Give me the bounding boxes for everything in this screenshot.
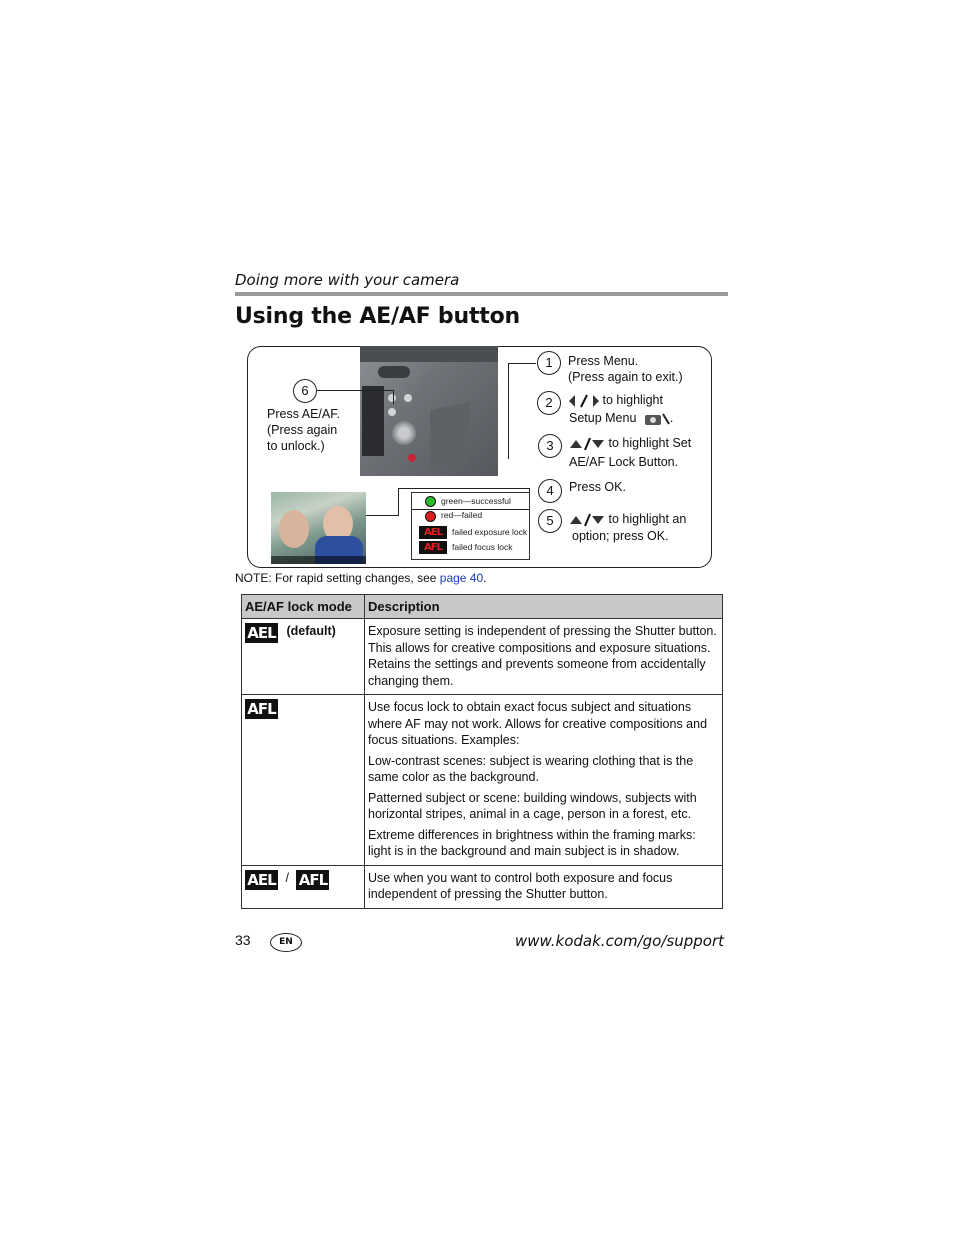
step-line: option; press OK. <box>572 529 669 543</box>
legend-label: failed focus lock <box>452 542 513 552</box>
table-row <box>242 865 723 908</box>
up-down-arrow-icon <box>569 437 605 451</box>
afl-icon: AFL <box>296 870 329 890</box>
step-line: Press OK. <box>569 480 626 494</box>
callout-line <box>508 363 509 459</box>
step-line: to highlight <box>602 393 663 407</box>
step-text <box>569 392 673 426</box>
step-line: to unlock.) <box>267 439 325 453</box>
step-line: (Press again <box>267 423 338 437</box>
description-text: Low-contrast scenes: subject is wearing clothing that is the same color as the background. <box>368 753 694 784</box>
step-number: 6 <box>293 379 317 403</box>
page-title: Using the AE/AF button <box>235 304 520 329</box>
step-number: 4 <box>538 479 562 503</box>
separator: / <box>285 870 289 885</box>
ael-icon: AEL <box>245 870 278 890</box>
step-text <box>569 479 626 495</box>
mode-cell <box>242 619 365 695</box>
up-down-arrow-icon <box>569 513 605 527</box>
note-text: . <box>483 571 487 585</box>
description-text: Exposure setting is independent of pressing the Shutter button. This allows for creative compositions and exposure situations. Retains the settings and prevents someone from accidentally changing them. <box>368 624 717 688</box>
step-line: to highlight an <box>608 512 687 526</box>
period: . <box>669 411 674 425</box>
camera-top <box>360 346 498 362</box>
step-line: (Press again to exit.) <box>568 370 683 384</box>
left-right-arrow-icon <box>569 394 599 408</box>
mode-cell <box>242 865 365 908</box>
running-head: Doing more with your camera <box>235 271 460 289</box>
step-number: 3 <box>538 434 562 458</box>
support-url: www.kodak.com/go/support <box>514 932 724 950</box>
green-status-dot <box>425 496 436 507</box>
page-number: 33 <box>235 932 251 948</box>
note-text: NOTE: For rapid setting changes, see <box>235 571 440 585</box>
description-text: Use when you want to control both exposure and focus independent of pressing the Shutter button. <box>368 870 673 901</box>
mode-dial <box>378 366 410 378</box>
photo-status-bar <box>271 556 366 564</box>
callout-line <box>398 488 530 489</box>
legend-label: failed exposure lock <box>452 527 528 537</box>
column-header: AE/AF lock mode <box>242 595 365 619</box>
setup-menu-icon <box>644 412 670 426</box>
step-text <box>569 511 686 544</box>
language-badge: EN <box>270 933 302 952</box>
description-cell <box>365 865 723 908</box>
step-number: 5 <box>538 509 562 533</box>
joystick <box>392 421 416 445</box>
step-text <box>267 406 340 454</box>
legend-label: green—successful <box>441 496 511 506</box>
afl-failed-icon: AFL <box>419 541 447 554</box>
callout-line <box>398 488 399 516</box>
description-text: Patterned subject or scene: building windows, subjects with horizontal stripes, animal in a cage, person in a forest, etc. <box>368 790 697 821</box>
step-text <box>569 435 691 470</box>
table-row <box>242 619 723 695</box>
ae-af-button <box>388 394 396 402</box>
step-text <box>568 353 683 385</box>
camera-button <box>408 454 416 462</box>
afl-icon: AFL <box>245 699 278 719</box>
camera-button <box>388 408 396 416</box>
description-text: Extreme differences in brightness within the framing marks: light is in the background and main subject is in shadow. <box>368 827 696 858</box>
ael-failed-icon: AEL <box>419 526 447 539</box>
step-line: AE/AF Lock Button. <box>569 455 679 469</box>
step-number: 2 <box>537 391 561 415</box>
camera-side-panel <box>430 402 470 471</box>
legend-label: red—failed <box>441 510 483 520</box>
description-cell <box>365 695 723 866</box>
table-row <box>242 695 723 866</box>
page-40-link[interactable]: page 40 <box>439 571 484 585</box>
lcd-preview-photo <box>271 492 366 564</box>
red-status-dot <box>425 511 436 522</box>
camera-lcd <box>362 386 384 456</box>
step-line: to highlight Set <box>608 436 692 450</box>
step-number: 1 <box>537 351 561 375</box>
callout-line <box>316 390 394 391</box>
callout-line <box>366 515 398 516</box>
note <box>235 571 487 585</box>
camera-illustration <box>360 346 498 476</box>
description-cell <box>365 619 723 695</box>
table-header-row <box>242 595 723 619</box>
ael-icon: AEL <box>245 623 278 643</box>
callout-line <box>393 390 394 404</box>
callout-line <box>508 363 536 364</box>
step-line: Setup Menu <box>569 411 637 425</box>
ae-af-mode-table <box>241 594 723 909</box>
header-rule <box>235 292 728 296</box>
column-header: Description <box>365 595 723 619</box>
camera-button <box>404 394 412 402</box>
description-text: Use focus lock to obtain exact focus subject and situations where AF may not work. Allows for creative compositions and focus situations. Examples: <box>368 700 708 747</box>
mode-cell <box>242 695 365 866</box>
default-label: (default) <box>286 624 336 638</box>
photo-subject <box>279 510 309 548</box>
step-line: Press Menu. <box>568 354 639 368</box>
step-line: Press AE/AF. <box>267 407 340 421</box>
